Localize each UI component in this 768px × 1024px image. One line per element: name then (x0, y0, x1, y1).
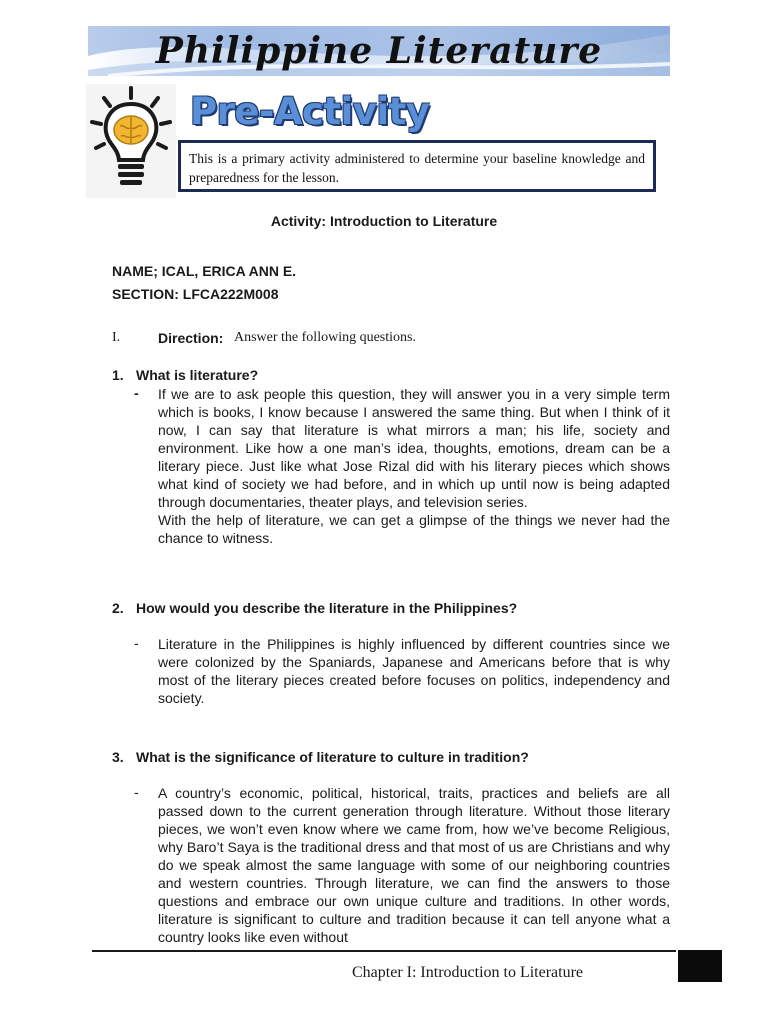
pre-activity-heading: Pre-Activity (190, 90, 430, 133)
answer-paragraph: A country’s economic, political, historical, traits, practices and beliefs are all passed down to the current generation through literature. Without those literary pieces, we won’t even know where we came from, how we’ve become Religious, why Baro’t Saya is the traditional dress and that most of us are Christians and why do we speak almost the same language with some of our neighboring countries and western countries. Through literature, we can find the answers to those questions and embrace our own unique culture and traditions. In other words, literature is significant to culture and tradition because it can tell anyone what a country looks like even without (158, 785, 670, 945)
answer-1 (158, 385, 670, 547)
question-text: How would you describe the literature in the Philippines? (136, 600, 518, 616)
answer-dash: - (134, 784, 139, 800)
question-number: 3. (112, 749, 124, 765)
answer-3 (158, 784, 670, 946)
student-section: SECTION: LFCA222M008 (112, 286, 279, 302)
direction-text: Answer the following questions. (234, 330, 416, 345)
question-2 (112, 600, 517, 616)
question-text: What is literature? (136, 367, 259, 383)
answer-paragraph: With the help of literature, we can get a glimpse of the things we never had the chance to witness. (158, 512, 670, 546)
student-name: NAME; ICAL, ERICA ANN E. (112, 263, 297, 279)
footer-divider (92, 950, 676, 952)
lightbulb-brain-icon (86, 84, 176, 198)
answer-2 (158, 635, 670, 707)
answer-paragraph: If we are to ask people this question, they will answer you in a very simple term which is books, I know because I answered the same thing. But when I think of it now, I can say that literature is what mirrors a man; his life, society and environment. Like how a one man’s idea, thoughts, emotions, dream can be a literary piece. Just like what Jose Rizal did with his literary pieces which shows what kind of society we had before, and in which up until now is being adapted through documentaries, theater plays, and television series. (158, 386, 670, 510)
question-3 (112, 749, 529, 765)
question-1 (112, 367, 258, 383)
question-number: 1. (112, 367, 124, 383)
direction-label: Direction: (158, 330, 224, 346)
footer-chapter: Chapter I: Introduction to Literature (352, 964, 584, 981)
intro-text-box (178, 140, 656, 192)
answer-dash: - (134, 385, 139, 401)
intro-text: This is a primary activity administered to determine your baseline knowledge and preparedness for the lesson. (189, 151, 645, 185)
banner-title: Philippine Literature (155, 30, 603, 72)
question-text: What is the significance of literature to culture in tradition? (136, 749, 529, 765)
footer-page-block (678, 950, 722, 982)
activity-title: Activity: Introduction to Literature (270, 213, 498, 229)
answer-paragraph: Literature in the Philippines is highly influenced by different countries since we were colonized by the Spaniards, Japanese and Americans before that is why most of the literary pieces created before focuses on politics, independency and society. (158, 636, 670, 706)
header-banner (88, 26, 670, 76)
question-number: 2. (112, 600, 124, 616)
answer-dash: - (134, 635, 139, 651)
direction-roman-numeral: I. (112, 330, 121, 345)
